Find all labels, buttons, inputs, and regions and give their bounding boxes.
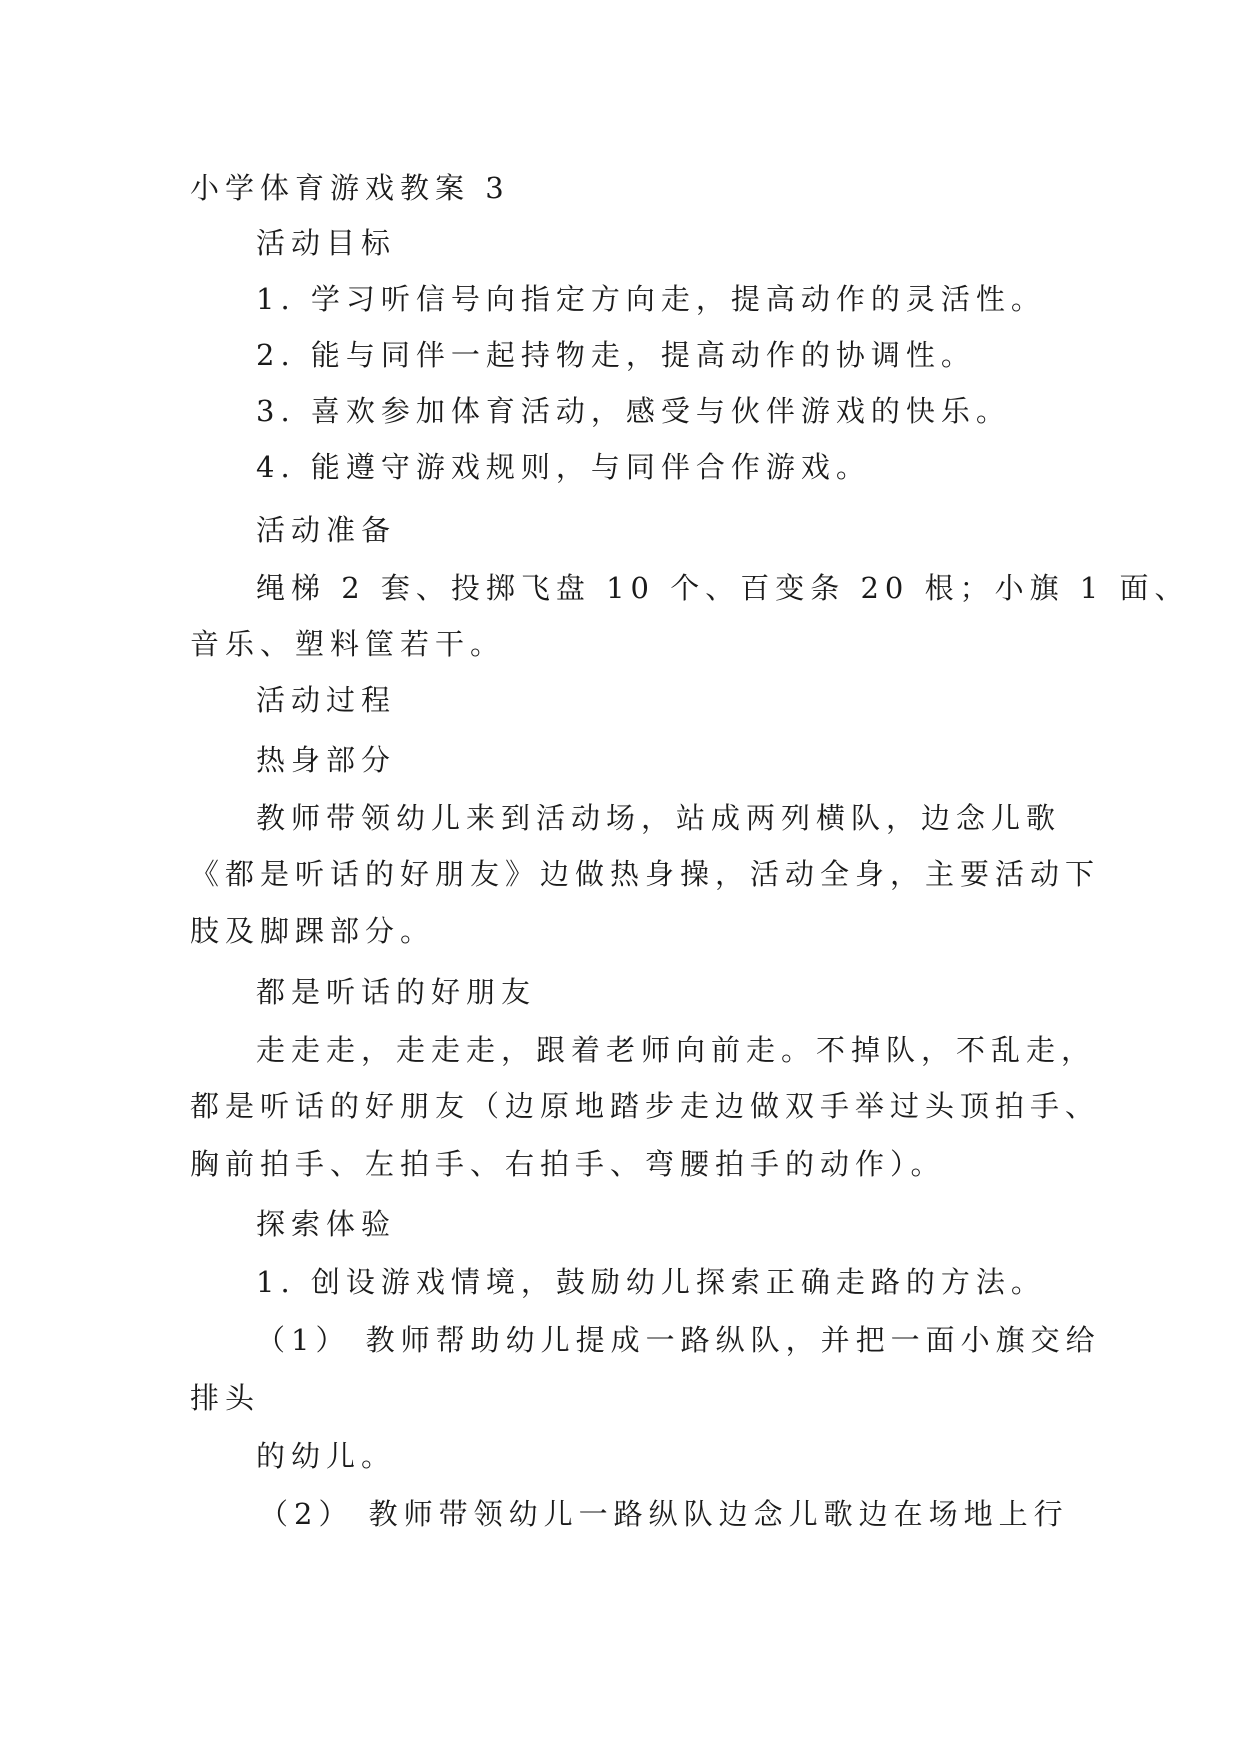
paragraph-line: （2） 教师带领幼儿一路纵队边念儿歌边在场地上行 bbox=[259, 1497, 1069, 1531]
paragraph-line: 音乐、塑料筐若干。 bbox=[190, 627, 506, 661]
paragraph-line: 2. 能与同伴一起持物走，提高动作的协调性。 bbox=[256, 338, 976, 372]
paragraph-line: 的幼儿。 bbox=[256, 1439, 397, 1473]
paragraph-line: 教师带领幼儿来到活动场，站成两列横队，边念儿歌 bbox=[256, 801, 1062, 835]
paragraph-line: 排头 bbox=[190, 1381, 261, 1415]
document-title: 小学体育游戏教案 3 bbox=[190, 171, 510, 205]
paragraph-line: 肢及脚踝部分。 bbox=[190, 914, 436, 948]
section-heading-process: 活动过程 bbox=[256, 683, 397, 717]
section-heading-goals: 活动目标 bbox=[256, 226, 397, 260]
paragraph-line: 绳梯 2 套、投掷飞盘 10 个、百变条 20 根；小旗 1 面、 bbox=[256, 571, 1190, 605]
paragraph-line: 胸前拍手、左拍手、右拍手、弯腰拍手的动作）。 bbox=[190, 1147, 946, 1181]
paragraph-line: 3. 喜欢参加体育活动，感受与伙伴游戏的快乐。 bbox=[256, 394, 1011, 428]
section-heading-preparation: 活动准备 bbox=[256, 513, 397, 547]
song-title: 都是听话的好朋友 bbox=[256, 975, 537, 1009]
paragraph-line: 《都是听话的好朋友》边做热身操，活动全身，主要活动下 bbox=[190, 857, 1101, 891]
paragraph-line: 走走走，走走走，跟着老师向前走。不掉队，不乱走， bbox=[256, 1033, 1097, 1067]
paragraph-line: 1. 创设游戏情境，鼓励幼儿探索正确走路的方法。 bbox=[256, 1265, 1046, 1299]
paragraph-line: （1） 教师帮助幼儿提成一路纵队，并把一面小旗交给 bbox=[256, 1323, 1101, 1357]
section-heading-warmup: 热身部分 bbox=[256, 743, 397, 777]
paragraph-line: 4. 能遵守游戏规则，与同伴合作游戏。 bbox=[256, 450, 871, 484]
section-heading-explore: 探索体验 bbox=[256, 1207, 397, 1241]
paragraph-line: 都是听话的好朋友（边原地踏步走边做双手举过头顶拍手、 bbox=[190, 1089, 1101, 1123]
paragraph-line: 1. 学习听信号向指定方向走，提高动作的灵活性。 bbox=[256, 282, 1046, 316]
